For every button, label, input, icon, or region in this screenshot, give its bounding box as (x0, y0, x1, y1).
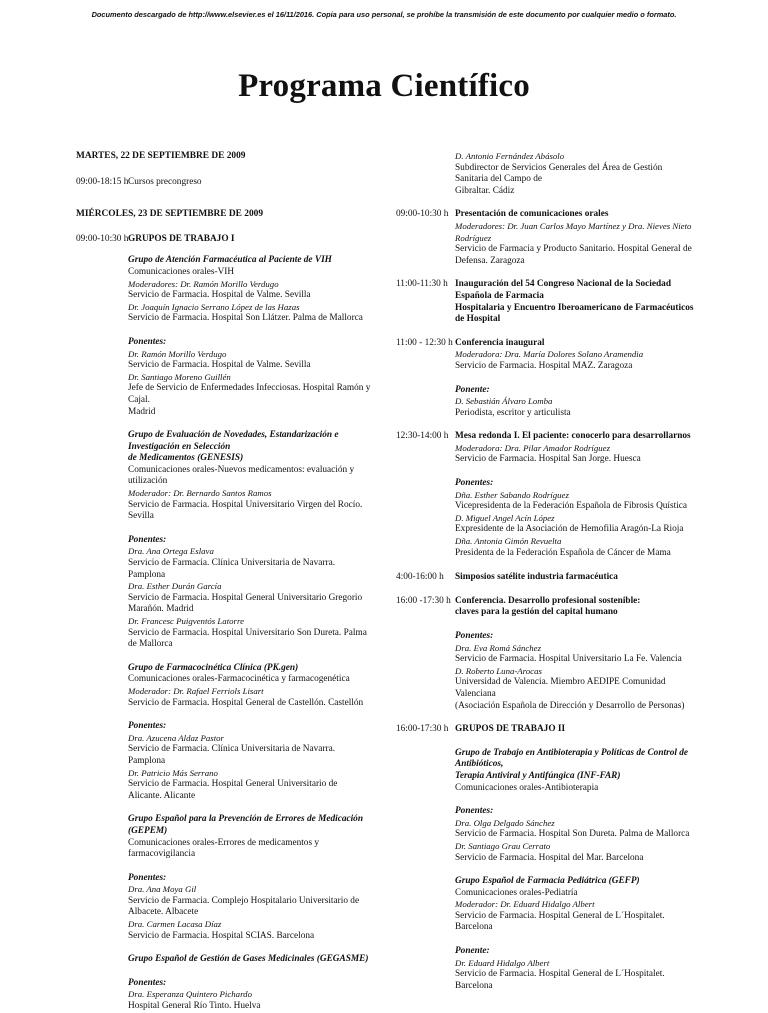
session-title: Presentación de comunicaciones orales (455, 209, 609, 220)
affiliation-line: Servicio de Farmacia. Hospital Son Llátzer. Palma de Mallorca (128, 313, 363, 324)
affiliation-line: Servicio de Farmacia. Hospital Son Dureta. Palma de Mallorca (455, 829, 690, 840)
group-line: Comunicaciones orales-Antibioterapia (455, 782, 599, 793)
time-slot: 11:00-11:30 h (396, 279, 448, 290)
group-title: Grupo de Atención Farmacéutica al Paciente de VIH (128, 255, 332, 266)
person-line: Dña. Antonia Gimón Revuelta (455, 536, 562, 547)
affiliation-line: Servicio de Farmacia. Hospital General de L´Hospitalet. Barcelona (455, 969, 665, 991)
schedule-row (396, 338, 696, 373)
speaker-continuation (455, 151, 696, 197)
person-line: Dña. Esther Sabando Rodríguez (455, 489, 569, 500)
person-line: Dra. Olga Delgado Sánchez (455, 817, 555, 828)
person-line: Dr. Joaquín Ignacio Serrano López de las Hazas (128, 301, 300, 312)
right-column (396, 151, 696, 992)
person-line: Dra. Azucena Aldaz Pastor (128, 732, 224, 743)
group-line: Comunicaciones orales-Errores de medicamentos y farmacovigilancia (128, 837, 320, 860)
session-content (455, 209, 696, 267)
session-content (455, 431, 696, 466)
day-heading-tuesday: MARTES, 22 DE SEPTIEMBRE DE 2009 (76, 151, 246, 161)
moderator-line: Moderadora: Dra. María Dolores Solano Aramendia (455, 349, 644, 360)
working-group-gegasme (128, 954, 372, 966)
working-group-gepem (128, 814, 372, 860)
session-title: GRUPOS DE TRABAJO II (455, 724, 566, 735)
affiliation-line: (Asociación Española de Dirección y Desarrollo de Personas) (455, 700, 685, 711)
speakers-heading: Ponentes: (128, 721, 167, 732)
person-line: Dr. Santiago Moreno Guillén (128, 371, 231, 382)
affiliation-line: Madrid (128, 406, 156, 417)
affiliation-line: Servicio de Farmacia. Hospital Universitario Virgen del Rocío. (128, 499, 363, 510)
affiliation-line: Servicio de Farmacia. Hospital del Mar. Barcelona (455, 852, 644, 863)
session-title: Hospitalaria y Encuentro Iberoamericano de Farmacéuticos de Hospital (455, 302, 694, 325)
affiliation-line: Servicio de Farmacia. Hospital Universitario Son Dureta. Palma de Mallorca (128, 627, 367, 650)
speakers-gepem (128, 873, 372, 943)
person-line: Dra. Carmen Lacasa Díaz (128, 919, 222, 930)
person-line: D. Sebastián Álvaro Lomba (455, 396, 553, 407)
moderator-line: Moderadores: Dr. Ramón Morillo Verdugo (128, 278, 279, 289)
person-line: Dra. Ana Ortega Eslava (128, 546, 214, 557)
affiliation-line: Servicio de Farmacia. Clínica Universitaria de Navarra. Pamplona (128, 744, 336, 766)
working-group-gefp (455, 876, 696, 934)
session-content (455, 338, 696, 373)
session-title: claves para la gestión del capital humano (455, 607, 618, 618)
speakers-heading: Ponente: (455, 946, 490, 957)
affiliation-line: Servicio de Farmacia. Clínica Universitaria de Navarra. Pamplona (128, 558, 336, 580)
working-group-genesis (128, 430, 372, 523)
download-notice: Documento descargado de http://www.elsevier.es el 16/11/2016. Copia para uso personal, se prohíbe la transmisión de este documento por cualquier medio o formato. (91, 10, 677, 19)
speakers-heading: Ponente: (455, 384, 490, 395)
schedule-row (76, 234, 372, 246)
schedule-row (396, 279, 696, 325)
time-slot: 09:00-10:30 h (76, 233, 129, 244)
affiliation-line: Servicio de Farmacia. Hospital General de Castellón. Castellón (128, 697, 364, 708)
working-group-inf-far (455, 748, 696, 794)
speakers-gegasme (128, 978, 372, 1013)
person-line: Dra. Eva Romá Sánchez (455, 642, 541, 653)
group-line: Comunicaciones orales-VIH (128, 266, 235, 277)
person-line: Dr. Ramón Morillo Verdugo (128, 348, 227, 359)
time-slot: 16:00 -17:30 h (396, 595, 451, 606)
group-title: Grupo Español de Farmacia Pediátrica (GEFP) (455, 876, 640, 887)
speaker-block (455, 385, 696, 420)
speakers-heading: Ponentes: (455, 631, 494, 641)
group-title: Grupo Español de Gestión de Gases Medicinales (GEGASME) (128, 954, 369, 965)
affiliation-line: Servicio de Farmacia. Hospital de Valme. Sevilla (128, 360, 311, 371)
working-group-vih (128, 255, 372, 325)
affiliation-line: Presidenta de la Federación Española de Cáncer de Mama (455, 547, 671, 558)
affiliation-line: Servicio de Farmacia y Producto Sanitario. Hospital General de Defensa. Zaragoza (455, 244, 692, 266)
speaker-block (455, 478, 696, 559)
day-heading-wednesday: MIÉRCOLES, 23 DE SEPTIEMBRE DE 2009 (76, 209, 264, 220)
person-line: D. Miguel Angel Acín López (455, 512, 555, 523)
moderator-line: Moderadora: Dra. Pilar Amador Rodríguez (455, 442, 611, 453)
person-line: Dra. Ana Moya Gil (128, 884, 197, 895)
working-group-pkgen (128, 663, 372, 709)
time-slot: 11:00 - 12:30 h (396, 337, 453, 348)
time-slot: 16:00-17:30 h (396, 724, 449, 735)
group-title: de Medicamentos (GENESIS) (128, 453, 244, 464)
person-line: Dra. Esther Durán García (128, 581, 222, 592)
session-title: Mesa redonda I. El paciente: conocerlo para desarrollarnos (455, 431, 691, 442)
speaker-block (455, 806, 696, 864)
session-title: Conferencia. Desarrollo profesional sostenible: (455, 595, 641, 606)
person-line: Dr. Patricio Más Serrano (128, 767, 218, 778)
session-title: Cursos precongreso (128, 176, 202, 187)
affiliation-line: Servicio de Farmacia. Hospital General de L´Hospitalet. Barcelona (455, 910, 665, 933)
moderator-line: Moderador: Dr. Bernardo Santos Ramos (128, 488, 272, 499)
speakers-genesis (128, 535, 372, 651)
session-content (455, 596, 696, 619)
affiliation-line: Hospital General Río Tinto. Huelva (128, 1001, 261, 1012)
group-line: Comunicaciones orales-Pediatría (455, 887, 578, 898)
group-title: Grupo de Trabajo en Antibioterapia y Políticas de Control de Antibióticos, (455, 747, 689, 770)
affiliation-line: Sevilla (128, 511, 154, 522)
person-line: D. Antonio Fernández Abásolo (455, 151, 565, 161)
group-title: Grupo de Farmacocinética Clínica (PK.gen) (128, 662, 299, 673)
left-column (76, 151, 372, 1013)
speakers-heading: Ponentes: (128, 534, 167, 545)
speakers-heading: Ponentes: (128, 336, 167, 347)
affiliation-line: Servicio de Farmacia. Hospital San Jorge. Huesca (455, 454, 641, 465)
group-line: Comunicaciones orales-Nuevos medicamentos: evaluación y utilización (128, 464, 355, 487)
person-line: Dr. Eduard Hidalgo Albert (455, 957, 550, 968)
schedule-row (396, 209, 696, 267)
person-line: Dr. Santiago Grau Cerrato (455, 840, 551, 851)
time-slot: 4:00-16:00 h (396, 572, 444, 583)
time-slot: 09:00-18:15 h (76, 176, 129, 187)
speakers-heading: Ponentes: (128, 977, 167, 988)
session-title: Simposios satélite industria farmacéutica (455, 572, 618, 583)
moderator-line: Moderadores: Dr. Juan Carlos Mayo Martínez y Dra. Nieves Nieto Rodríguez (455, 220, 692, 243)
schedule-row (396, 724, 696, 736)
session-content (455, 279, 696, 325)
speakers-heading: Ponentes: (455, 806, 494, 817)
group-line: Comunicaciones orales-Farmacocinética y farmacogenética (128, 674, 350, 685)
page-title: Programa Científico (238, 68, 530, 104)
speaker-block (455, 631, 696, 712)
time-slot: 09:00-10:30 h (396, 209, 449, 220)
affiliation-line: Gibraltar. Cádiz (455, 185, 515, 196)
affiliation-line: Periodista, escritor y articulista (455, 407, 571, 418)
person-line: Dr. Francesc Puigventós Latorre (128, 616, 244, 626)
affiliation-line: Servicio de Farmacia. Hospital de Valme. Sevilla (128, 290, 311, 301)
time-slot: 12:30-14:00 h (396, 431, 449, 442)
affiliation-line: Servicio de Farmacia. Hospital General Universitario de Alicante. Alicante (128, 779, 338, 801)
speakers-heading: Ponentes: (455, 478, 494, 489)
session-title: GRUPOS DE TRABAJO I (128, 233, 235, 244)
speakers-vih (128, 337, 372, 418)
affiliation-line: Vicepresidenta de la Federación Española de Fibrosis Quística (455, 501, 688, 512)
speaker-block (455, 946, 696, 992)
moderator-line: Moderador: Dr. Eduard Hidalgo Albert (455, 899, 595, 910)
moderator-line: Moderador: Dr. Rafael Ferriols Lisart (128, 685, 264, 696)
person-line: D. Roberto Luna-Arocas (455, 665, 542, 676)
affiliation-line: Universidad de Valencia. Miembro AEDIPE Comunidad Valenciana (455, 677, 666, 699)
affiliation-line: Servicio de Farmacia. Complejo Hospitalario Universitario de Albacete. Albacete (128, 895, 360, 918)
schedule-row (76, 177, 372, 189)
speakers-heading: Ponentes: (128, 872, 167, 883)
affiliation-line: Servicio de Farmacia. Hospital SCIAS. Barcelona (128, 930, 315, 941)
affiliation-line: Servicio de Farmacia. Hospital MAZ. Zaragoza (455, 360, 633, 371)
schedule-row (396, 596, 696, 619)
affiliation-line: Expresidente de la Asociación de Hemofilia Aragón-La Rioja (455, 524, 684, 535)
group-title: Terapia Antiviral y Antifúngica (INF-FAR) (455, 770, 621, 781)
affiliation-line: Jefe de Servicio de Enfermedades Infecciosas. Hospital Ramón y Cajal. (128, 383, 371, 405)
group-title: Grupo de Evaluación de Novedades, Estandarización e Investigación en Selección (128, 430, 339, 452)
affiliation-line: Subdirector de Servicios Generales del Área de Gestión Sanitaria del Campo de (455, 162, 663, 185)
session-title: Inauguración del 54 Congreso Nacional de la Sociedad Española de Farmacia (455, 279, 672, 301)
schedule-row (396, 431, 696, 466)
speakers-pkgen (128, 721, 372, 802)
group-title: Grupo Español para la Prevención de Errores de Medicación (GEPEM) (128, 814, 364, 836)
affiliation-line: Servicio de Farmacia. Hospital General Universitario Gregorio Marañón. Madrid (128, 592, 363, 615)
schedule-row (396, 572, 696, 584)
person-line: Dra. Esperanza Quintero Pichardo (128, 989, 252, 1000)
affiliation-line: Servicio de Farmacia. Hospital Universitario La Fe. Valencia (455, 654, 682, 665)
session-title: Conferencia inaugural (455, 337, 545, 348)
